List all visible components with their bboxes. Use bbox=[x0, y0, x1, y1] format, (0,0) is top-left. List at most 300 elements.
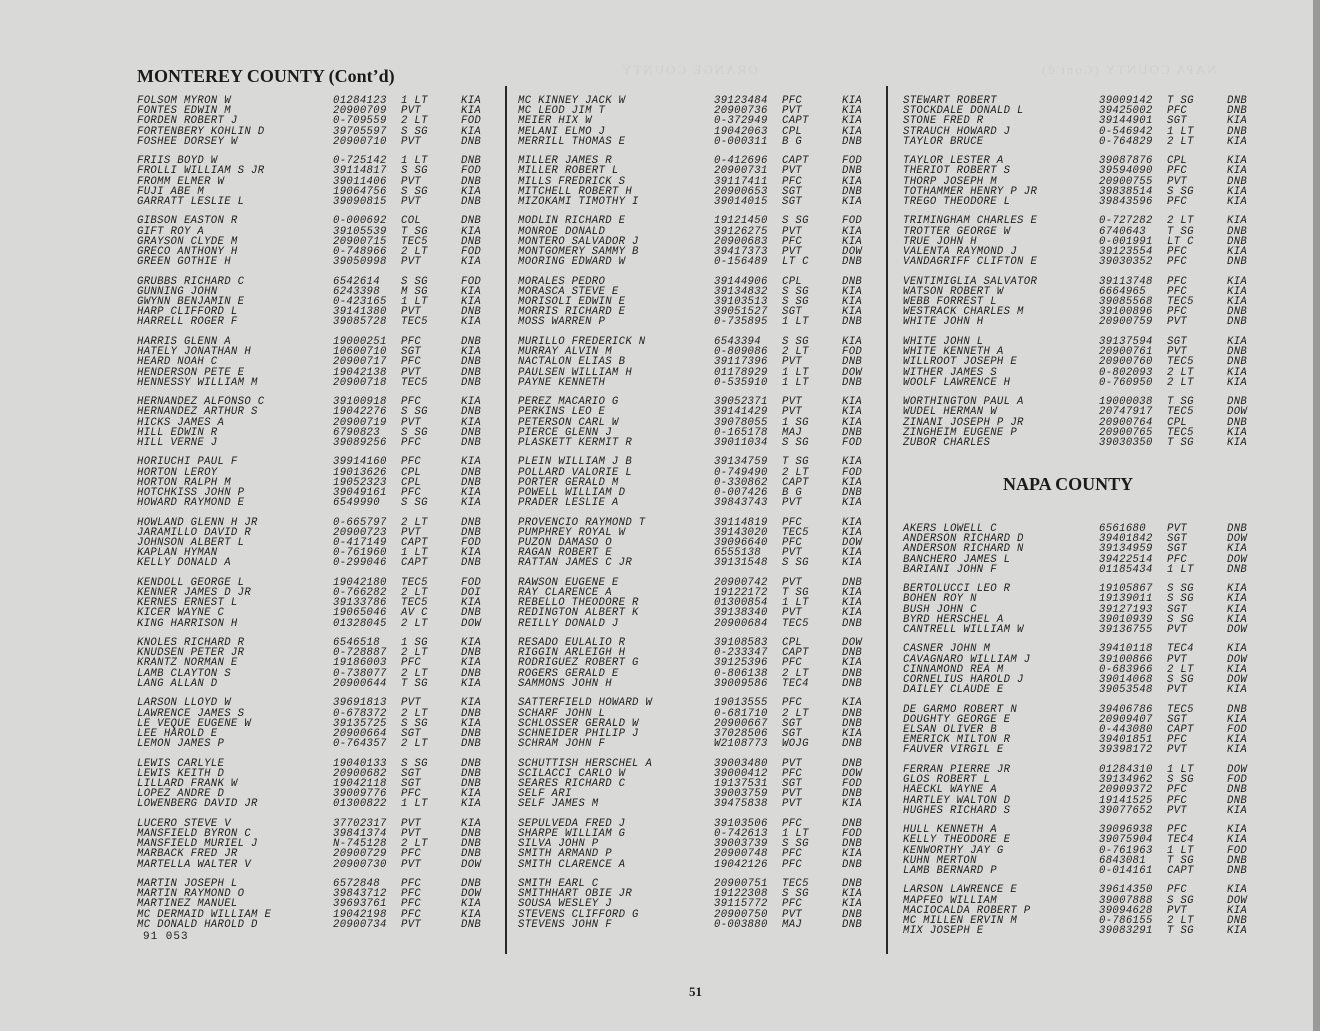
serial-number: 20900644 bbox=[333, 677, 387, 690]
name: CORNELIUS HAROLD J bbox=[903, 674, 1024, 687]
serial-number: 39475838 bbox=[714, 798, 768, 811]
roster-group bbox=[137, 96, 497, 147]
status: DNB bbox=[1227, 125, 1248, 138]
name: MELANI ELMO J bbox=[518, 125, 606, 138]
rank: SGT bbox=[1167, 543, 1188, 556]
status: KIA bbox=[1227, 824, 1248, 837]
rank: 1 LT bbox=[401, 296, 428, 309]
name: HENNESSY WILLIAM M bbox=[137, 376, 258, 389]
roster-entry bbox=[903, 685, 1263, 695]
status: DNB bbox=[461, 406, 482, 419]
roster-group bbox=[903, 277, 1263, 328]
status: DNB bbox=[842, 376, 863, 389]
roster-group bbox=[903, 765, 1263, 816]
name: SMITH EARL C bbox=[518, 878, 599, 891]
rank: PFC bbox=[782, 95, 803, 107]
serial-number: 20900730 bbox=[333, 858, 387, 871]
name: WILLROOT JOSEPH E bbox=[903, 356, 1018, 369]
rank: S SG bbox=[782, 296, 809, 309]
name: ZUBOR CHARLES bbox=[903, 436, 991, 449]
serial-number: 0-233347 bbox=[714, 647, 768, 660]
status: DNB bbox=[842, 908, 863, 921]
status: KIA bbox=[1227, 684, 1248, 697]
status: KIA bbox=[842, 898, 863, 911]
rank: PFC bbox=[401, 356, 422, 369]
status: DNB bbox=[1227, 396, 1248, 409]
rank: S SG bbox=[401, 717, 428, 730]
roster-entry bbox=[137, 679, 497, 689]
status: DNB bbox=[842, 677, 863, 690]
rank: 2 LT bbox=[401, 115, 428, 128]
status: KIA bbox=[842, 657, 863, 670]
status: KIA bbox=[461, 316, 482, 329]
serial-number: 39141429 bbox=[714, 406, 768, 419]
rank: PFC bbox=[401, 848, 422, 861]
name: VANDAGRIFF CLIFTON E bbox=[903, 256, 1038, 269]
serial-number: 39096640 bbox=[714, 537, 768, 550]
name: DOUGHTY GEORGE E bbox=[903, 713, 1011, 726]
status: KIA bbox=[461, 256, 482, 269]
rank: 1 LT bbox=[1167, 125, 1194, 138]
rank: PFC bbox=[782, 898, 803, 911]
name: SAMMONS JOHN H bbox=[518, 677, 612, 690]
serial-number: 39009586 bbox=[714, 677, 768, 690]
name: KING HARRISON H bbox=[137, 617, 238, 630]
status: KIA bbox=[1227, 275, 1248, 288]
ghost-header-right: NAPA COUNTY (Cont'd) bbox=[1040, 62, 1217, 77]
serial-number: 37702317 bbox=[333, 817, 387, 830]
serial-number: 39003739 bbox=[714, 838, 768, 851]
serial-number: 20900667 bbox=[714, 717, 768, 730]
roster-group bbox=[518, 638, 878, 689]
status: DNB bbox=[461, 707, 482, 720]
status: KIA bbox=[461, 908, 482, 921]
rank: 1 LT bbox=[782, 376, 809, 389]
name: MANSFIELD BYRON C bbox=[137, 828, 252, 840]
rank: TEC5 bbox=[782, 617, 809, 630]
status: DNB bbox=[842, 165, 863, 178]
status: KIA bbox=[1227, 583, 1248, 596]
name: MONTGOMERY SAMMY B bbox=[518, 246, 639, 259]
name: SMITH ARMAND P bbox=[518, 848, 612, 861]
rank: S SG bbox=[782, 557, 809, 570]
status: KIA bbox=[842, 416, 863, 429]
rank: S SG bbox=[401, 497, 428, 510]
rank: PVT bbox=[782, 356, 803, 369]
rank: 1 LT bbox=[401, 798, 428, 811]
name: MORALES PEDRO bbox=[518, 275, 606, 288]
rank: PVT bbox=[401, 858, 422, 871]
status: DNB bbox=[1227, 225, 1248, 238]
serial-number: 39705597 bbox=[333, 125, 387, 138]
serial-number: 39417373 bbox=[714, 246, 768, 259]
status: DNB bbox=[1227, 356, 1248, 369]
serial-number: 6572848 bbox=[333, 878, 380, 891]
name: ROGERS GERALD E bbox=[518, 667, 619, 680]
name: LOWENBERG DAVID JR bbox=[137, 798, 258, 811]
status: DNB bbox=[842, 356, 863, 369]
name: MURILLO FREDERICK N bbox=[518, 335, 646, 348]
name: PETERSON CARL W bbox=[518, 416, 619, 429]
status: DNB bbox=[461, 466, 482, 479]
name: RODRIGUEZ ROBERT G bbox=[518, 657, 639, 670]
status: KIA bbox=[842, 526, 863, 539]
rank: SGT bbox=[1167, 533, 1188, 546]
status: KIA bbox=[842, 396, 863, 409]
name: TREGO THEODORE L bbox=[903, 195, 1011, 208]
serial-number: 39009776 bbox=[333, 788, 387, 801]
status: FOD bbox=[842, 155, 863, 168]
rank: T SG bbox=[1167, 225, 1194, 238]
footer-code: 91 053 bbox=[143, 931, 189, 943]
serial-number: 39144901 bbox=[1099, 115, 1153, 128]
name: GREEN GOTHIE H bbox=[137, 256, 231, 269]
serial-number: 39144906 bbox=[714, 275, 768, 288]
serial-number: 19052323 bbox=[333, 476, 387, 489]
serial-number: 39114817 bbox=[333, 165, 387, 178]
name: LOPEZ ANDRE D bbox=[137, 788, 225, 801]
roster-entry bbox=[903, 438, 1263, 448]
rank: TEC4 bbox=[1167, 834, 1194, 847]
name: BUSH JOHN C bbox=[903, 603, 977, 616]
name: LEE HAROLD E bbox=[137, 727, 218, 740]
status: KIA bbox=[461, 285, 482, 298]
name: EMERICK MILTON R bbox=[903, 734, 1011, 747]
rank: PFC bbox=[1167, 784, 1188, 797]
status: KIA bbox=[461, 225, 482, 238]
rank: 1 LT bbox=[782, 316, 809, 329]
rank: S SG bbox=[1167, 593, 1194, 606]
serial-number: 6664965 bbox=[1099, 285, 1146, 298]
rank: CPL bbox=[401, 476, 422, 489]
serial-number: 39087876 bbox=[1099, 155, 1153, 168]
status: DNB bbox=[461, 376, 482, 389]
rank: TEC4 bbox=[782, 677, 809, 690]
status: DNB bbox=[842, 617, 863, 630]
status: DNB bbox=[461, 356, 482, 369]
rank: 2 LT bbox=[1167, 663, 1194, 676]
name: ZINGHEIM EUGENE P bbox=[903, 426, 1018, 439]
name: LILLARD FRANK W bbox=[137, 777, 238, 790]
status: KIA bbox=[842, 597, 863, 610]
serial-number: 39085728 bbox=[333, 316, 387, 329]
roster-group bbox=[903, 96, 1263, 147]
name: LEWIS KEITH D bbox=[137, 767, 225, 780]
serial-number: 6543394 bbox=[714, 335, 761, 348]
name: FORTENBERY KOHLIN D bbox=[137, 125, 265, 138]
name: MOORING EDWARD W bbox=[518, 256, 626, 269]
name: MORRIS RICHARD E bbox=[518, 306, 626, 319]
rank: S SG bbox=[401, 125, 428, 138]
roster-group bbox=[518, 216, 878, 267]
serial-number: 39425002 bbox=[1099, 105, 1153, 118]
serial-number: 6740643 bbox=[1099, 225, 1146, 238]
serial-number: 0-742613 bbox=[714, 828, 768, 840]
status: KIA bbox=[1227, 115, 1248, 128]
roster-group bbox=[137, 638, 497, 689]
status: DNB bbox=[1227, 346, 1248, 359]
status: KIA bbox=[461, 898, 482, 911]
status: DOW bbox=[842, 537, 863, 550]
serial-number: 39138340 bbox=[714, 607, 768, 620]
serial-number: 19042138 bbox=[333, 366, 387, 379]
rank: COL bbox=[401, 215, 422, 228]
rank: PVT bbox=[782, 908, 803, 921]
roster-group bbox=[903, 397, 1263, 448]
rank: T SG bbox=[1167, 854, 1194, 867]
roster-entry bbox=[137, 498, 497, 508]
roster-entry bbox=[903, 317, 1263, 327]
serial-number: 0-665797 bbox=[333, 516, 387, 529]
serial-number: 39009142 bbox=[1099, 95, 1153, 107]
rank: CPL bbox=[782, 275, 803, 288]
roster-group bbox=[518, 518, 878, 569]
name: BYRD HERSCHEL A bbox=[903, 613, 1004, 626]
status: FOD bbox=[842, 828, 863, 840]
roster-entry bbox=[137, 739, 497, 749]
rank: TEC5 bbox=[782, 526, 809, 539]
status: KIA bbox=[1227, 613, 1248, 626]
roster-entry bbox=[137, 378, 497, 388]
roster-entry bbox=[903, 137, 1263, 147]
serial-number: 20900710 bbox=[333, 135, 387, 148]
name: TRIMINGHAM CHARLES E bbox=[903, 215, 1038, 228]
name: RAY CLARENCE A bbox=[518, 587, 612, 600]
rank: PFC bbox=[1167, 553, 1188, 566]
rank: MAJ bbox=[782, 918, 803, 931]
roster-group bbox=[903, 337, 1263, 388]
serial-number: 39108583 bbox=[714, 637, 768, 650]
serial-number: 39123484 bbox=[714, 95, 768, 107]
status: FOD bbox=[461, 537, 482, 550]
rank: TEC5 bbox=[401, 376, 428, 389]
name: TOTHAMMER HENRY P JR bbox=[903, 185, 1038, 198]
serial-number: 0-165178 bbox=[714, 426, 768, 439]
rank: 2 LT bbox=[401, 738, 428, 751]
rank: PVT bbox=[401, 175, 422, 188]
column-monterey-continued bbox=[518, 96, 878, 939]
serial-number: 20900719 bbox=[333, 416, 387, 429]
status: DNB bbox=[1227, 784, 1248, 797]
serial-number: 0-156489 bbox=[714, 256, 768, 269]
serial-number: 39614350 bbox=[1099, 884, 1153, 897]
status: KIA bbox=[461, 125, 482, 138]
rank: B G bbox=[782, 135, 803, 148]
rank: S SG bbox=[1167, 613, 1194, 626]
serial-number: 19042276 bbox=[333, 406, 387, 419]
serial-number: 6542614 bbox=[333, 275, 380, 288]
roster-entry bbox=[903, 926, 1263, 936]
serial-number: 39401842 bbox=[1099, 533, 1153, 546]
rank: PFC bbox=[1167, 256, 1188, 269]
rank: PVT bbox=[401, 828, 422, 840]
roster-entry bbox=[518, 679, 878, 689]
status: KIA bbox=[1227, 155, 1248, 168]
roster-group bbox=[518, 578, 878, 629]
status: KIA bbox=[842, 306, 863, 319]
status: DNB bbox=[842, 275, 863, 288]
status: KIA bbox=[461, 547, 482, 560]
roster-entry bbox=[518, 257, 878, 267]
rank: 2 LT bbox=[1167, 376, 1194, 389]
rank: PFC bbox=[401, 908, 422, 921]
rank: 2 LT bbox=[782, 667, 809, 680]
serial-number: 0-727282 bbox=[1099, 215, 1153, 228]
rank: PVT bbox=[782, 165, 803, 178]
rank: PFC bbox=[782, 848, 803, 861]
status: FOD bbox=[1227, 844, 1248, 857]
serial-number: 01284310 bbox=[1099, 763, 1153, 776]
name: HARTLEY WALTON D bbox=[903, 794, 1011, 807]
name: MILLER JAMES R bbox=[518, 155, 612, 168]
rank: 1 SG bbox=[401, 637, 428, 650]
name: ELSAN OLIVER B bbox=[903, 724, 997, 737]
status: FOD bbox=[461, 115, 482, 128]
serial-number: 39090815 bbox=[333, 195, 387, 208]
roster-group bbox=[903, 584, 1263, 635]
name: HICKS JAMES A bbox=[137, 416, 225, 429]
serial-number: 39141380 bbox=[333, 306, 387, 319]
name: MC KINNEY JACK W bbox=[518, 95, 626, 107]
name: LANG ALLAN D bbox=[137, 677, 218, 690]
status: KIA bbox=[1227, 744, 1248, 757]
roster-group bbox=[903, 885, 1263, 936]
roster-entry bbox=[137, 137, 497, 147]
status: KIA bbox=[842, 195, 863, 208]
rank: SGT bbox=[782, 306, 803, 319]
name: LARSON LAWRENCE E bbox=[903, 884, 1018, 897]
status: FOD bbox=[842, 436, 863, 449]
status: KIA bbox=[842, 115, 863, 128]
status: KIA bbox=[461, 597, 482, 610]
name: PUMPHREY ROYAL W bbox=[518, 526, 626, 539]
name: SHARPE WILLIAM G bbox=[518, 828, 626, 840]
name: HORTON LEROY bbox=[137, 466, 218, 479]
serial-number: 39114819 bbox=[714, 516, 768, 529]
rank: TEC5 bbox=[401, 316, 428, 329]
status: KIA bbox=[461, 657, 482, 670]
column-napa bbox=[903, 474, 1263, 946]
rank: PVT bbox=[1167, 316, 1188, 329]
name: PUZON DAMASO O bbox=[518, 537, 612, 550]
status: DNB bbox=[1227, 306, 1248, 319]
roster-entry bbox=[137, 257, 497, 267]
rank: S SG bbox=[401, 406, 428, 419]
status: DNB bbox=[461, 607, 482, 620]
status: DOW bbox=[1227, 894, 1248, 907]
rank: LT C bbox=[1167, 235, 1194, 248]
name: MOSS WARREN P bbox=[518, 316, 606, 329]
roster-entry bbox=[518, 197, 878, 207]
serial-number: 39843743 bbox=[714, 497, 768, 510]
name: MURRAY ALVIN M bbox=[518, 346, 612, 359]
status: KIA bbox=[842, 105, 863, 118]
name: GRECO ANTHONY H bbox=[137, 246, 238, 259]
serial-number: 39003480 bbox=[714, 757, 768, 770]
roster-group bbox=[903, 156, 1263, 207]
rank: 1 LT bbox=[1167, 763, 1194, 776]
status: DNB bbox=[1227, 864, 1248, 877]
status: DOW bbox=[1227, 406, 1248, 419]
status: KIA bbox=[842, 497, 863, 510]
status: DNB bbox=[842, 717, 863, 730]
column-monterey-end bbox=[903, 96, 1263, 457]
status: FOD bbox=[842, 215, 863, 228]
rank: TEC5 bbox=[1167, 426, 1194, 439]
status: DNB bbox=[461, 828, 482, 840]
name: PLASKETT KERMIT R bbox=[518, 436, 633, 449]
name: THERIOT ROBERT S bbox=[903, 165, 1011, 178]
roster-group bbox=[137, 759, 497, 810]
rank: PFC bbox=[1167, 306, 1188, 319]
status: FOD bbox=[842, 466, 863, 479]
serial-number: 39841374 bbox=[333, 828, 387, 840]
serial-number: 39135725 bbox=[333, 717, 387, 730]
column-divider-1 bbox=[505, 86, 507, 954]
rank: PVT bbox=[1167, 346, 1188, 359]
rank: PVT bbox=[782, 576, 803, 589]
status: DNB bbox=[461, 516, 482, 529]
status: KIA bbox=[461, 717, 482, 730]
serial-number: 01185434 bbox=[1099, 563, 1153, 576]
serial-number: 0-728887 bbox=[333, 647, 387, 660]
name: NACTALON ELIAS B bbox=[518, 356, 626, 369]
name: SEARES RICHARD C bbox=[518, 777, 626, 790]
status: DNB bbox=[842, 788, 863, 801]
status: KIA bbox=[842, 516, 863, 529]
status: KIA bbox=[1227, 366, 1248, 379]
status: DNB bbox=[842, 576, 863, 589]
status: KIA bbox=[842, 456, 863, 469]
status: KIA bbox=[842, 476, 863, 489]
status: DNB bbox=[1227, 105, 1248, 118]
status: DNB bbox=[461, 757, 482, 770]
serial-number: 19042118 bbox=[333, 777, 387, 790]
rank: CAPT bbox=[1167, 724, 1194, 737]
serial-number: 6790823 bbox=[333, 426, 380, 439]
rank: 2 LT bbox=[401, 617, 428, 630]
name: REILLY DONALD J bbox=[518, 617, 619, 630]
name: PAULSEN WILLIAM H bbox=[518, 366, 633, 379]
rank: 1 LT bbox=[1167, 844, 1194, 857]
name: GARRATT LESLIE L bbox=[137, 195, 245, 208]
rank: PVT bbox=[401, 256, 422, 269]
rank: PVT bbox=[1167, 744, 1188, 757]
status: DNB bbox=[842, 667, 863, 680]
status: KIA bbox=[461, 677, 482, 690]
roster-entry bbox=[518, 920, 878, 930]
roster-entry bbox=[903, 257, 1263, 267]
status: DNB bbox=[461, 155, 482, 168]
serial-number: 39050998 bbox=[333, 256, 387, 269]
serial-number: 39838514 bbox=[1099, 185, 1153, 198]
roster-entry bbox=[903, 625, 1263, 635]
name: PEREZ MACARIO G bbox=[518, 396, 619, 409]
rank: PFC bbox=[782, 817, 803, 830]
rank: 2 LT bbox=[1167, 914, 1194, 927]
rank: PVT bbox=[1167, 904, 1188, 917]
serial-number: 39134759 bbox=[714, 456, 768, 469]
rank: PVT bbox=[401, 526, 422, 539]
name: SCHLOSSER GERALD W bbox=[518, 717, 639, 730]
rank: S SG bbox=[782, 285, 809, 298]
serial-number: 20900736 bbox=[714, 105, 768, 118]
serial-number: 39103513 bbox=[714, 296, 768, 309]
rank: 2 LT bbox=[1167, 366, 1194, 379]
serial-number: 39030350 bbox=[1099, 436, 1153, 449]
rank: PFC bbox=[401, 456, 422, 469]
name: PAYNE KENNETH bbox=[518, 376, 606, 389]
